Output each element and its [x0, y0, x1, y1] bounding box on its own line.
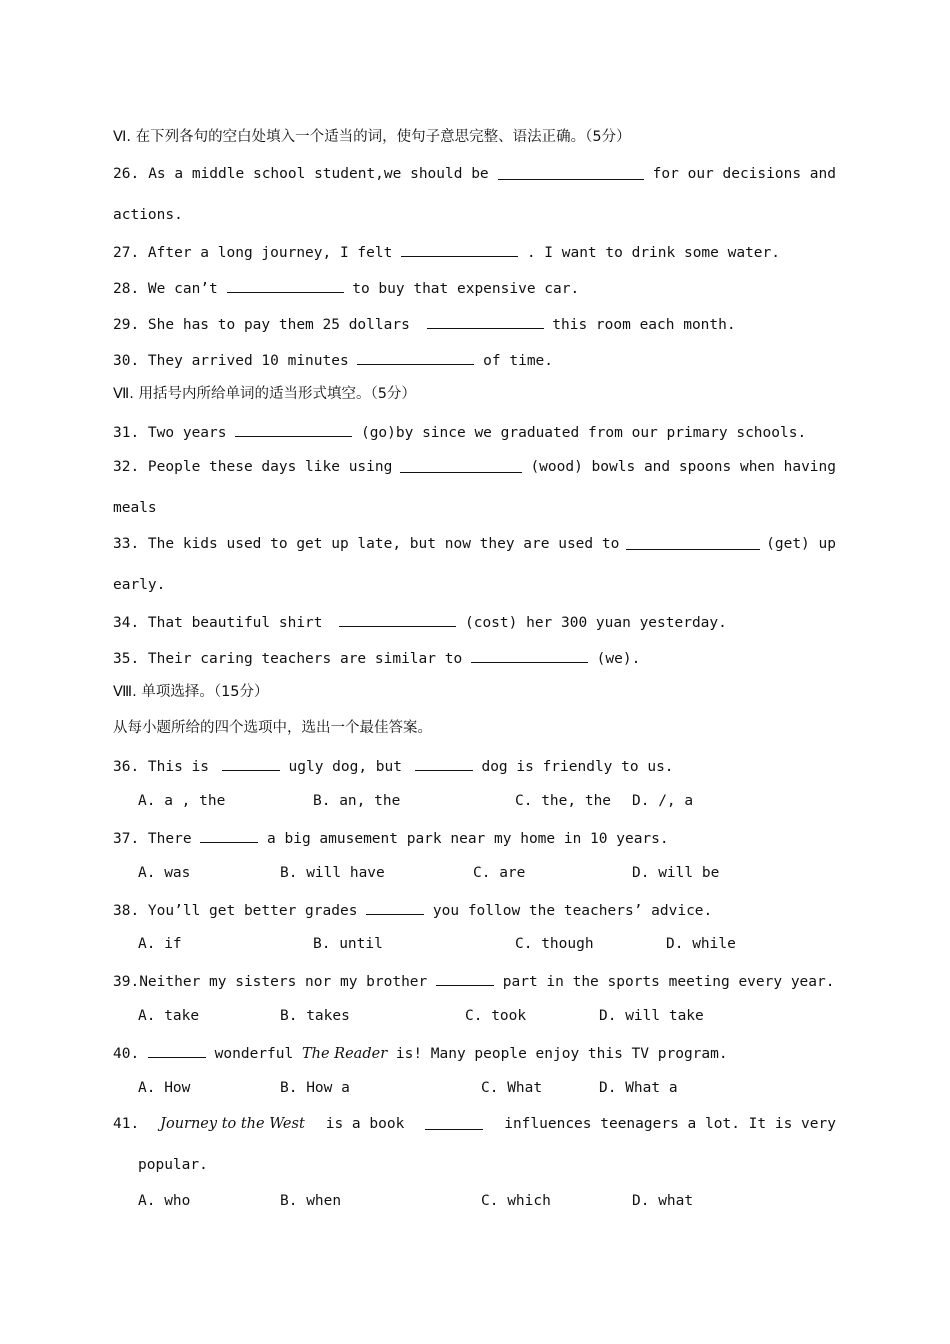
answer-blank[interactable]: [436, 971, 494, 986]
answer-blank[interactable]: [339, 612, 456, 627]
option-a[interactable]: A. take: [138, 1008, 200, 1024]
question-31: 31. Two years (go)by since we graduated from our primary schools.: [113, 422, 806, 442]
answer-blank[interactable]: [427, 314, 544, 329]
option-b[interactable]: B. takes: [280, 1008, 350, 1024]
question-28: 28. We can’t to buy that expensive car.: [113, 278, 579, 298]
option-a[interactable]: A. if: [138, 936, 182, 952]
option-d[interactable]: D. What a: [599, 1080, 678, 1096]
question-37: 37. There a big amusement park near my home in 10 years.: [113, 828, 669, 848]
option-a[interactable]: A. a , the: [138, 793, 226, 809]
option-c[interactable]: C. What: [481, 1080, 543, 1096]
answer-blank[interactable]: [425, 1115, 483, 1130]
question-30: 30. They arrived 10 minutes of time.: [113, 350, 553, 370]
option-c[interactable]: C. the, the: [515, 793, 612, 809]
book-title: Journey to the West: [160, 1116, 305, 1132]
option-a[interactable]: A. How: [138, 1080, 191, 1096]
section-6-heading: Ⅵ. 在下列各句的空白处填入一个适当的词，使句子意思完整、语法正确。（5分）: [113, 129, 631, 145]
option-d[interactable]: D. /, a: [632, 793, 694, 809]
option-d[interactable]: D. while: [666, 936, 736, 952]
option-d[interactable]: D. what: [632, 1193, 694, 1209]
section-8-instruction: 从每小题所给的四个选项中，选出一个最佳答案。: [113, 720, 432, 736]
question-38: 38. You’ll get better grades you follow the teachers’ advice.: [113, 900, 712, 920]
answer-blank[interactable]: [401, 242, 518, 257]
option-d[interactable]: D. will take: [599, 1008, 704, 1024]
question-39: 39.Neither my sisters nor my brother part in the sports meeting every year.: [113, 971, 834, 991]
answer-blank[interactable]: [200, 828, 258, 843]
answer-blank[interactable]: [148, 1043, 206, 1058]
option-c[interactable]: C. though: [515, 936, 594, 952]
section-7-heading: Ⅶ. 用括号内所给单词的适当形式填空。（5分）: [113, 386, 416, 402]
answer-blank[interactable]: [471, 648, 588, 663]
question-33-continued: early.: [113, 577, 166, 593]
question-34: 34. That beautiful shirt (cost) her 300 yuan yesterday.: [113, 612, 727, 632]
option-b[interactable]: B. when: [280, 1193, 342, 1209]
answer-blank[interactable]: [415, 756, 473, 771]
program-title: The Reader: [301, 1046, 388, 1062]
question-36: 36. This is ugly dog, but dog is friendly to us.: [113, 756, 674, 776]
option-c[interactable]: C. which: [481, 1193, 551, 1209]
question-29: 29. She has to pay them 25 dollars this room each month.: [113, 314, 736, 334]
option-a[interactable]: A. who: [138, 1193, 191, 1209]
option-b[interactable]: B. until: [313, 936, 383, 952]
option-c[interactable]: C. took: [465, 1008, 527, 1024]
question-35: 35. Their caring teachers are similar to (we).: [113, 648, 640, 668]
question-32: 32. People these days like using (wood) bowls and spoons when having: [113, 459, 836, 475]
question-26-continued: actions.: [113, 207, 183, 223]
option-b[interactable]: B. How a: [280, 1080, 350, 1096]
question-26: 26. As a middle school student,we should be for our decisions and: [113, 166, 836, 182]
option-c[interactable]: C. are: [473, 865, 526, 881]
answer-blank[interactable]: [227, 278, 344, 293]
answer-blank[interactable]: [222, 756, 280, 771]
question-32-continued: meals: [113, 500, 157, 516]
answer-blank[interactable]: [400, 458, 522, 473]
option-b[interactable]: B. will have: [280, 865, 385, 881]
question-27: 27. After a long journey, I felt . I want to drink some water.: [113, 242, 780, 262]
answer-blank[interactable]: [357, 350, 474, 365]
question-41: 41. Journey to the West is a book influences teenagers a lot. It is very: [113, 1116, 836, 1132]
question-41-continued: popular.: [138, 1157, 208, 1173]
option-b[interactable]: B. an, the: [313, 793, 401, 809]
question-33: 33. The kids used to get up late, but now they are used to (get) up: [113, 536, 836, 552]
answer-blank[interactable]: [626, 535, 760, 550]
section-8-heading: Ⅷ. 单项选择。（15分）: [113, 684, 269, 700]
option-a[interactable]: A. was: [138, 865, 191, 881]
answer-blank[interactable]: [366, 900, 424, 915]
answer-blank[interactable]: [235, 422, 352, 437]
question-40: 40. wonderful The Reader is! Many people enjoy this TV program.: [113, 1043, 728, 1063]
answer-blank[interactable]: [498, 165, 644, 180]
option-d[interactable]: D. will be: [632, 865, 720, 881]
